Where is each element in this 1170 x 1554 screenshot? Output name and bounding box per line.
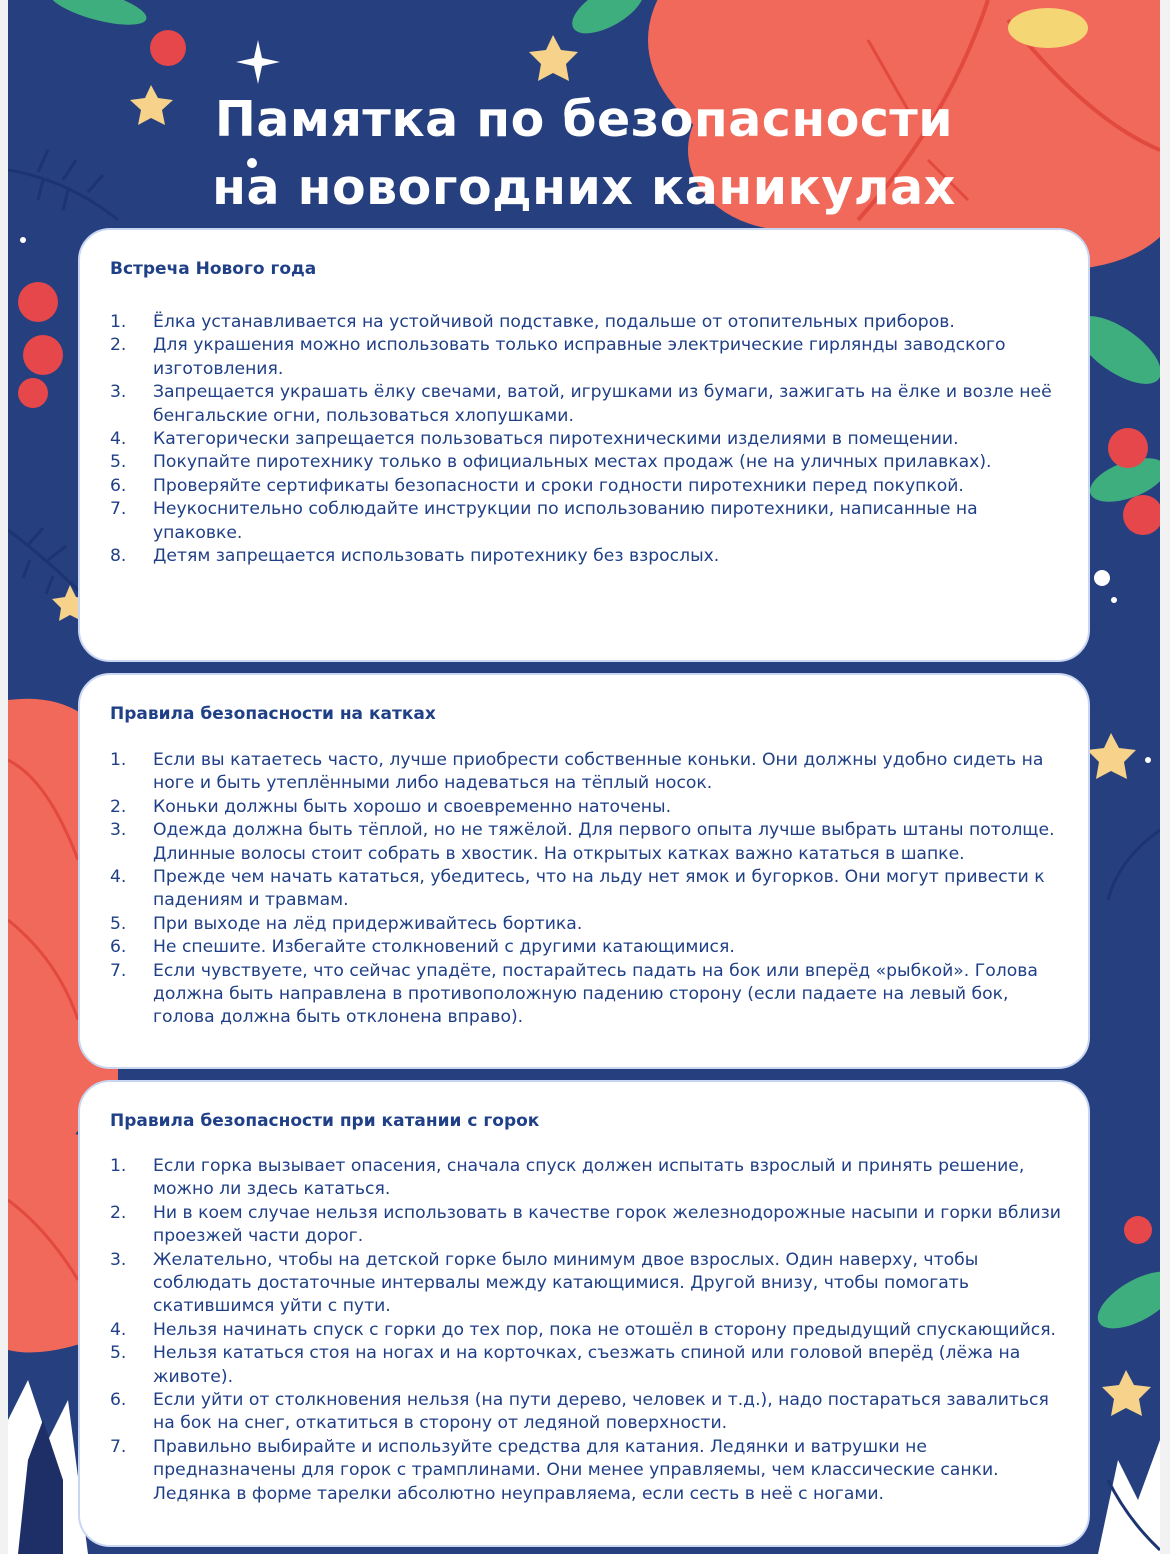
- item-number: 2.: [110, 1202, 127, 1223]
- item-number: 5.: [110, 913, 127, 934]
- list-item: [110, 1319, 1068, 1342]
- item-number: 3.: [110, 820, 127, 841]
- item-number: 3.: [110, 382, 127, 403]
- list-item: [110, 819, 1068, 866]
- list-item: [110, 545, 1068, 568]
- item-number: 1.: [110, 1156, 127, 1176]
- section-ice-rinks: [78, 673, 1090, 1069]
- list-item: [110, 428, 1068, 451]
- section-sledding-hills: [78, 1080, 1090, 1547]
- item-number: 2.: [110, 796, 127, 817]
- item-number: 2.: [110, 335, 127, 356]
- list-item: [110, 1342, 1068, 1389]
- item-text: Желательно, чтобы на детской горке было минимум двое взрослых. Один наверху, чтобы соблюдать достаточные интервалы между катающимися. Другой внизу, чтобы помогать скатившимся уйти с пути.: [153, 1249, 979, 1317]
- page-title: [8, 86, 1160, 222]
- item-text: Не спешите. Избегайте столкновений с другими катающимися.: [153, 937, 735, 958]
- item-number: 6.: [110, 475, 127, 496]
- item-number: 4.: [110, 867, 127, 888]
- list-item: [110, 936, 1068, 959]
- list-item: [110, 866, 1068, 913]
- item-number: 4.: [110, 1319, 127, 1340]
- item-text: Если вы катаетесь часто, лучше приобрести собственные коньки. Они должны удобно сидеть на ноге и быть утеплёнными либо надеваться на тёплый носок.: [153, 750, 1044, 794]
- item-number: 8.: [110, 546, 127, 567]
- left-margin: [0, 0, 8, 1554]
- item-number: 7.: [110, 1436, 127, 1457]
- item-text: Ёлка устанавливается на устойчивой подставке, подальше от отопительных приборов.: [153, 312, 955, 332]
- item-number: 1.: [110, 750, 127, 770]
- item-text: Если чувствуете, что сейчас упадёте, постарайтесь падать на бок или вперёд «рыбкой». Голова должна быть направлена в противоположную падению сторону (если падаете на левый бок, голова должна быть отклонена вправо).: [153, 960, 1038, 1028]
- list-item: [110, 960, 1068, 1030]
- memo-page: [8, 0, 1160, 1554]
- item-number: 1.: [110, 312, 127, 332]
- item-text: Если уйти от столкновения нельзя (на пути дерево, человек и т.д.), надо постараться завалиться на бок на снег, откатиться в сторону от ледяной поверхности.: [153, 1390, 1049, 1434]
- list-item: [110, 1389, 1068, 1436]
- item-number: 5.: [110, 452, 127, 473]
- item-text: Категорически запрещается пользоваться пиротехническими изделиями в помещении.: [153, 429, 959, 450]
- item-number: 6.: [110, 937, 127, 958]
- item-text: При выходе на лёд придерживайтесь бортика.: [153, 913, 583, 934]
- item-number: 3.: [110, 1249, 127, 1270]
- list-item: [110, 475, 1068, 498]
- item-text: Одежда должна быть тёплой, но не тяжёлой. Для первого опыта лучше выбрать штаны потолще. Длинные волосы стоит собрать в хвостик. На открытых катках важно кататься в шапке.: [153, 820, 1055, 864]
- list-item: [110, 334, 1068, 381]
- item-text: Запрещается украшать ёлку свечами, ватой, игрушками из бумаги, зажигать на ёлке и возле неё бенгальские огни, пользоваться хлопушками.: [153, 382, 1052, 426]
- item-number: 7.: [110, 499, 127, 520]
- item-text: Коньки должны быть хорошо и своевременно наточены.: [153, 796, 672, 817]
- right-margin: [1160, 0, 1170, 1554]
- list-item: [110, 381, 1068, 428]
- list-item: [110, 1249, 1068, 1319]
- list-item: [110, 498, 1068, 545]
- item-text: Ни в коем случае нельзя использовать в качестве горок железнодорожные насыпи и горки вблизи проезжей части дорог.: [153, 1202, 1061, 1247]
- section-heading: Правила безопасности на катках: [110, 704, 436, 724]
- item-text: Неукоснительно соблюдайте инструкции по использованию пиротехники, написанные на упаковке.: [153, 499, 978, 543]
- rules-list: [110, 311, 1068, 568]
- section-heading: Встреча Нового года: [110, 259, 317, 279]
- item-number: 5.: [110, 1343, 127, 1364]
- title-line-1: Памятка по безопасности: [214, 91, 954, 148]
- item-text: Прежде чем начать кататься, убедитесь, что на льду нет ямок и бугорков. Они могут привести к падениям и травмам.: [153, 867, 1045, 911]
- list-item: [110, 1436, 1068, 1506]
- item-text: Детям запрещается использовать пиротехнику без взрослых.: [153, 546, 720, 567]
- list-item: [110, 749, 1068, 796]
- list-item: [110, 451, 1068, 474]
- section-new-year: [78, 228, 1090, 662]
- title-line-2: на новогодних каникулах: [212, 159, 956, 216]
- item-number: 6.: [110, 1390, 127, 1411]
- list-item: [110, 1155, 1068, 1202]
- list-item: [110, 311, 1068, 334]
- item-text: Нельзя кататься стоя на ногах и на корточках, съезжать спиной или головой вперёд (лёжа на животе).: [153, 1343, 1021, 1387]
- item-text: Для украшения можно использовать только исправные электрические гирлянды заводского изготовления.: [153, 335, 1006, 379]
- item-text: Проверяйте сертификаты безопасности и сроки годности пиротехники перед покупкой.: [153, 475, 964, 496]
- list-item: [110, 796, 1068, 819]
- item-number: 7.: [110, 960, 127, 981]
- item-number: 4.: [110, 429, 127, 450]
- item-text: Нельзя начинать спуск с горки до тех пор, пока не отошёл в сторону предыдущий спускающийся.: [153, 1319, 1056, 1340]
- item-text: Правильно выбирайте и используйте средства для катания. Ледянки и ватрушки не предназначены для горок с трамплинами. Они менее управляемы, чем классические санки. Ледянка в форме тарелки абсолютно неуправляема, если сесть в неё с ногами.: [153, 1436, 999, 1504]
- item-text: Если горка вызывает опасения, сначала спуск должен испытать взрослый и принять решение, можно ли здесь кататься.: [153, 1156, 1025, 1200]
- rules-list: [110, 749, 1068, 1030]
- list-item: [110, 1202, 1068, 1249]
- list-item: [110, 913, 1068, 936]
- section-heading: Правила безопасности при катании с горок: [110, 1111, 540, 1131]
- rules-list: [110, 1155, 1068, 1506]
- item-text: Покупайте пиротехнику только в официальных местах продаж (не на уличных прилавках).: [153, 452, 992, 473]
